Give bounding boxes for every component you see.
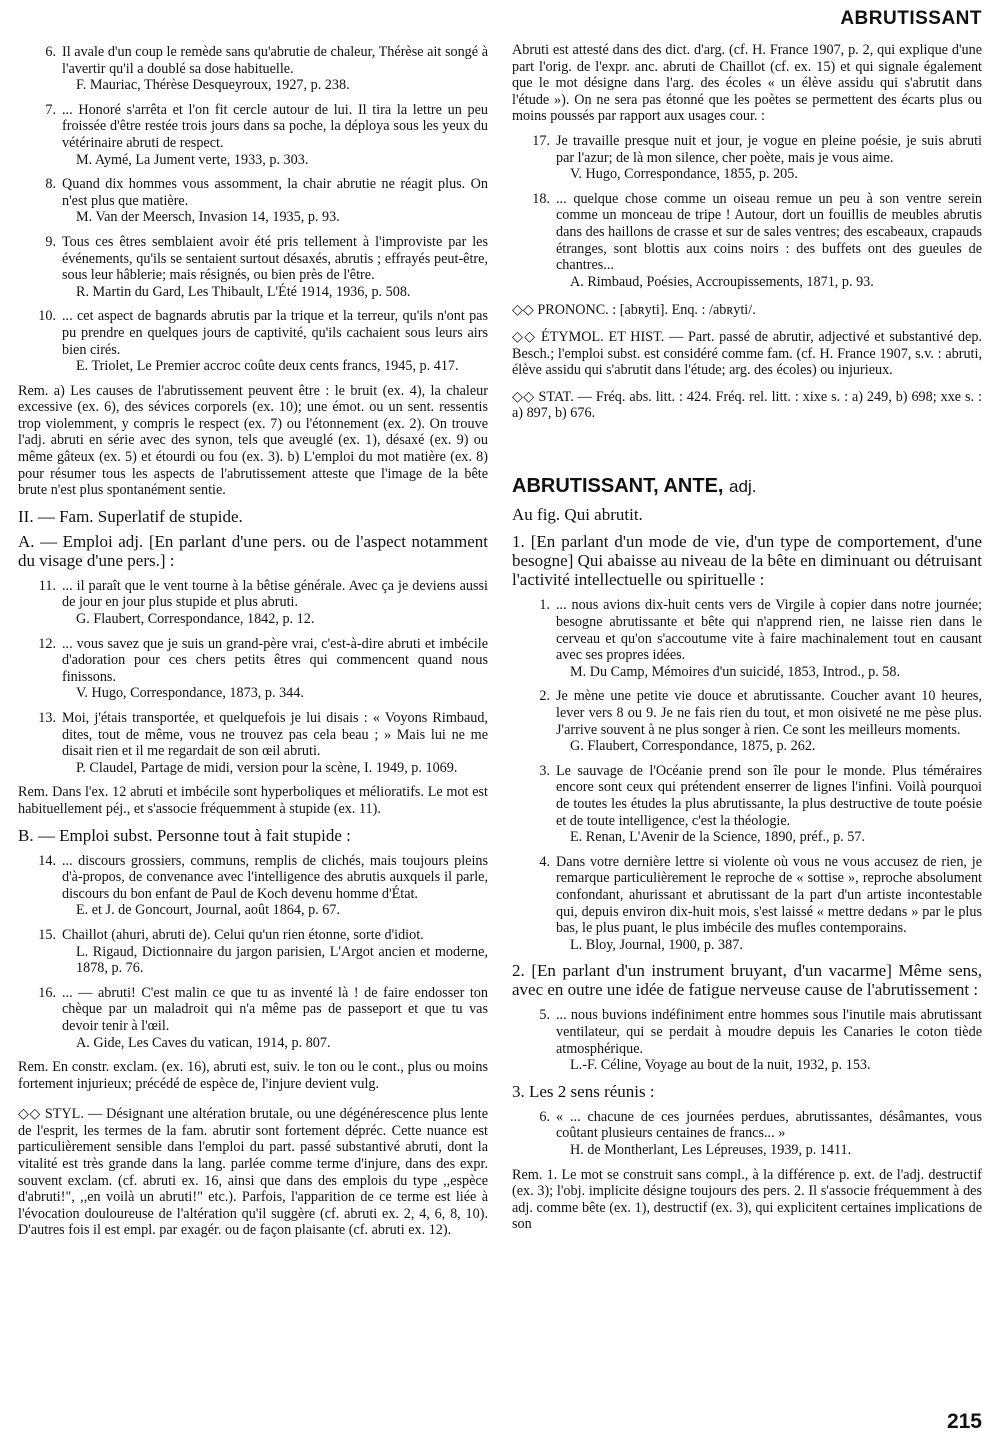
example-source: L. Bloy, Journal, 1900, p. 387.	[570, 936, 743, 953]
example-source: L. Rigaud, Dictionnaire du jargon parisien, L'Argot ancien et moderne, 1878, p. 76.	[76, 943, 488, 977]
abrutissant-example-5	[512, 1007, 982, 1073]
definition-3: 3. Les 2 sens réunis :	[512, 1081, 655, 1101]
example-number: 7.	[45, 101, 56, 118]
abrutissant-example-6	[512, 1109, 982, 1159]
example-source: A. Gide, Les Caves du vatican, 1914, p. 807.	[76, 1034, 331, 1051]
argot-note: Abruti est attesté dans des dict. d'arg. (cf. H. France 1907, p. 2, qui explique d'une part l'orig. de l'expr. anc. abruti de Chaillot (cf. ex. 15) et qui signale également que le mot désigne dans l'arg. des écoles « un élève assidu qui s'abrutit dans l'étude »). On ne sera pas étonné que les poètes se permettent des écarts plus ou moins poussés par rapport aux usages cour. :	[512, 42, 982, 125]
etymol-note: ◇◇ ÉTYMOL. ET HIST. — Part. passé de abrutir, adjectivé et substantivé dep. Besch.; l'emploi subst. est considéré comme fam. (cf. H. France 1907, s.v. : abruti, élève assidu qui s'abrutit dans l'étude; arg. des écoles) ou injurieux.	[512, 328, 982, 379]
example-text: ... discours grossiers, communs, remplis de clichés, mais toujours pleins d'à-propos, de convenance avec l'intelligence des abrutis auxquels il parle, discours du bon enfant de Paul de Koch devenu homme d'État.	[62, 852, 488, 902]
example-text: ... quelque chose comme un oiseau remue un peu à son ventre serein comme un monceau de tripe ! Autour, dort un fouillis de meubles abrutis dans des haillons de crasse et sur de sales ventres; des escabeaux, crapauds étranges, sont blottis aux coins noirs : des buffets ont des gueules de chantres...	[556, 190, 982, 274]
section-b-heading: B. — Emploi subst. Personne tout à fait stupide :	[18, 825, 351, 845]
example-text: ... nous avions dix-huit cents vers de Virgile à copier dans notre journée; besogne abrutissante et bête qui n'apprend rien, ne laisse rien dans le cerveau et qu'on s'accoutume vite à faire machinalement tout en causant avec ses propres idées.	[556, 597, 982, 664]
example-number: 2.	[539, 688, 550, 705]
definition-2: 2. [En parlant d'un instrument bruyant, d'un vacarme] Même sens, avec en outre une idée de fatigue nerveuse cause de l'abrutissement :	[512, 961, 982, 1000]
example-number: 6.	[539, 1108, 550, 1125]
example-text: Tous ces êtres semblaient avoir été pris tellement à l'improviste par les événements, qu'ils se sentaient surtout désaxés, abrutis ; effrayés peut-être, sous leur hâblerie; mais résignés, ou bien près de l'être.	[62, 233, 488, 284]
example-6	[18, 44, 488, 94]
example-number: 9.	[45, 233, 56, 250]
example-number: 12.	[38, 635, 56, 652]
abrutissant-example-2	[512, 688, 982, 754]
example-source: M. Du Camp, Mémoires d'un suicidé, 1853, Introd., p. 58.	[570, 663, 901, 680]
example-text: ... nous buvions indéfiniment entre hommes sous l'inutile mais abrutissant ventilateur, qui se perdait à moudre depuis les Canaries le coton tiède atmosphérique.	[556, 1007, 982, 1057]
abrutissant-example-1	[512, 597, 982, 680]
example-number: 1.	[539, 597, 550, 614]
example-text: Il avale d'un coup le remède sans qu'abrutie de chaleur, Thérèse ait songé à l'avertir qu'il a doublé sa dose habituelle.	[62, 44, 488, 77]
example-source: M. Van der Meersch, Invasion 14, 1935, p. 93.	[76, 209, 340, 226]
example-12	[18, 636, 488, 702]
example-number: 8.	[45, 176, 56, 193]
example-16	[18, 985, 488, 1051]
example-15	[18, 927, 488, 977]
styl-note: ◇◇ STYL. — Désignant une altération brutale, ou une dégénérescence plus lente de l'esprit, les termes de la fam. abrutir sont fortement dépréc. Cette nuance est particulièrement sensible dans l'emploi du part. passé substantivé abruti, dont la vitalité est très grande dans la lang. parlée comme terme d'injure, dans des expr. souvent exclam. (cf. abruti ex. 16, ainsi que dans des emplois du type ,,espèce d'abruti!", ,,en voilà un abruti!" etc.). Parfois, l'apparition de ce terme est liée à l'évocation douloureuse de l'altération qu'il suggère (cf. abruti ex. 2, 4, 6, 8, 10). D'autres fois il est empl. par exagér. ou de façon plaisante (cf. abruti ex. 12).	[18, 1106, 488, 1239]
prononc-note: ◇◇ PRONONC. : [abʀyti]. Enq. : /abʀyti/.	[512, 302, 756, 319]
remark-exclamative: Rem. En constr. exclam. (ex. 16), abruti est, suiv. le ton ou le cont., plus ou moins fortement injurieux; précédé de espèce de, l'injure devient vulg.	[18, 1059, 488, 1092]
example-text: « ... chacune de ces journées perdues, abrutissantes, désâmantes, vous coûtant plusieurs centaines de francs... »	[556, 1108, 982, 1142]
entry-headword: ABRUTISSANT, ANTE,	[512, 474, 724, 497]
example-source: P. Claudel, Partage de midi, version pour la scène, I. 1949, p. 1069.	[76, 759, 458, 776]
example-source: R. Martin du Gard, Les Thibault, L'Été 1914, 1936, p. 508.	[76, 283, 411, 300]
example-8	[18, 176, 488, 226]
example-11	[18, 578, 488, 628]
example-number: 14.	[38, 852, 56, 869]
example-source: E. et J. de Goncourt, Journal, août 1864, p. 67.	[76, 902, 340, 919]
example-7	[18, 102, 488, 168]
example-source: L.-F. Céline, Voyage au bout de la nuit, 1932, p. 153.	[570, 1057, 871, 1074]
example-9	[18, 234, 488, 300]
example-text: Quand dix hommes vous assomment, la chair abrutie ne réagit plus. On n'est plus que matière.	[62, 176, 488, 209]
remark-construction: Rem. 1. Le mot se construit sans compl., à la différence p. ext. de l'adj. destructif (ex. 3); l'obj. implicite désigne toujours des pers. 2. Il s'associe fréquemment à des adj. comme bête (ex. 1), destructif (ex. 3), qui explicitent certaines implications de son	[512, 1166, 982, 1233]
example-text: ... — abruti! C'est malin ce que tu as inventé là ! de faire endosser ton chèque par un maladroit qui n'a même pas de passeport et que tu vas devoir tenir à l'œil.	[62, 984, 488, 1034]
example-text: Je mène une petite vie douce et abrutissante. Coucher avant 10 heures, lever vers 8 ou 9. Je ne fais rien du tout, et mon oisiveté ne me pèse plus. J'arrive souvent à ne plus songer à rien. Ce sont les meilleurs moments.	[556, 688, 982, 738]
example-source: E. Renan, L'Avenir de la Science, 1890, préf., p. 57.	[570, 829, 866, 846]
page-number: 215	[946, 1410, 982, 1433]
example-text: ... Honoré s'arrêta et l'on fit cercle autour de lui. Il tira la lettre un peu froissée d'être restée trois jours dans sa poche, la déploya sous les yeux du vétérinaire abruti de respect.	[62, 101, 488, 151]
example-number: 18.	[532, 190, 550, 207]
remark-a-b: Rem. a) Les causes de l'abrutissement peuvent être : le bruit (ex. 4), la chaleur excessive (ex. 6), des sévices corporels (ex. 10); une émot. ou un sent. ressentis trop violemment, y compris le respect (ex. 7) ou l'étonnement (ex. 2). On trouve l'adj. abruti en série avec des synon, tels que aveuglé (ex. 1), désaxé (ex. 9) ou même gâteux (ex. 5) et étourdi ou fou (ex. 3). b) L'emploi du mot matière (ex. 8) pour résumer tous les aspects de l'abrutissement atteste que l'image de la bête brute n'est plus spontanément sentie.	[18, 382, 488, 499]
running-head: ABRUTISSANT	[840, 8, 982, 29]
example-14	[18, 853, 488, 919]
example-number: 6.	[45, 44, 56, 60]
example-text: Moi, j'étais transportée, et quelquefois je lui disais : « Voyons Rimbaud, dites, tout de même, vous ne trouvez pas cela beau ; » Mais lui ne me disait rien et il me regardait de son œil abruti.	[62, 710, 488, 760]
example-source: F. Mauriac, Thérèse Desqueyroux, 1927, p. 238.	[76, 77, 350, 94]
example-source: V. Hugo, Correspondance, 1855, p. 205.	[570, 166, 798, 183]
example-text: ... il paraît que le vent tourne à la bêtise générale. Avec ça je deviens aussi de jour en jour plus stupide et plus abruti.	[62, 577, 488, 611]
example-number: 11.	[38, 577, 56, 594]
abrutissant-example-4	[512, 854, 982, 954]
example-source: G. Flaubert, Correspondance, 1875, p. 262.	[570, 738, 816, 755]
remark-hyperbolic: Rem. Dans l'ex. 12 abruti et imbécile sont hyperboliques et mélioratifs. Le mot est habituellement péj., et s'associe fréquemment à stupide (ex. 11).	[18, 784, 488, 817]
example-13	[18, 710, 488, 776]
example-18	[512, 191, 982, 291]
example-text: Chaillot (ahuri, abruti de). Celui qu'un rien étonne, sorte d'idiot.	[62, 926, 424, 943]
entry-heading	[512, 474, 982, 497]
example-source: M. Aymé, La Jument verte, 1933, p. 303.	[76, 151, 309, 168]
example-source: V. Hugo, Correspondance, 1873, p. 344.	[76, 685, 304, 702]
example-source: E. Triolet, Le Premier accroc coûte deux cents francs, 1945, p. 417.	[76, 358, 459, 375]
stat-note: ◇◇ STAT. — Fréq. abs. litt. : 424. Fréq. rel. litt. : xixe s. : a) 249, b) 698; xxe s. : a) 897, b) 676.	[512, 388, 982, 422]
example-number: 17.	[532, 132, 550, 149]
abrutissant-example-3	[512, 763, 982, 846]
example-text: Le sauvage de l'Océanie prend son île pour le monde. Plus téméraires encore sont ceux qui prétendent enserrer de lignes l'infini. Voilà pourquoi de toutes les études la plus abrutissante, la plus destructive de toute poésie et de toute intelligence, c'est la théologie.	[556, 762, 982, 829]
example-number: 15.	[38, 926, 56, 943]
example-number: 10.	[38, 308, 56, 325]
definition-1: 1. [En parlant d'un mode de vie, d'un type de comportement, d'une besogne] Qui abaisse au niveau de la bête en diminuant ou détruisant l'activité intellectuelle ou spirituelle :	[512, 532, 982, 590]
section-a-heading: A. — Emploi adj. [En parlant d'une pers. ou de l'aspect notamment du visage d'une pers.] :	[18, 531, 488, 570]
example-number: 13.	[38, 710, 56, 726]
left-column	[18, 44, 488, 1247]
right-column	[512, 38, 982, 1241]
example-text: ... vous savez que je suis un grand-père vrai, c'est-à-dire abruti et imbécile d'adoration pour ces chers petits êtres qui commencent quand nous finissons.	[62, 635, 488, 685]
example-17	[512, 133, 982, 183]
figurative-sense: Au fig. Qui abrutit.	[512, 505, 643, 525]
example-source: A. Rimbaud, Poésies, Accroupissements, 1871, p. 93.	[570, 273, 874, 290]
example-10	[18, 308, 488, 374]
example-number: 4.	[539, 853, 550, 870]
example-source: H. de Montherlant, Les Lépreuses, 1939, p. 1411.	[570, 1141, 852, 1158]
example-text: Je travaille presque nuit et jour, je vogue en pleine poésie, je suis abruti par l'azur; de là mon silence, cher poète, mais je vous aime.	[556, 132, 982, 166]
example-source: G. Flaubert, Correspondance, 1842, p. 12.	[76, 611, 315, 628]
example-text: Dans votre dernière lettre si violente où vous ne vous accusez de rien, je remarque particulièrement le reproche de « sottise », reproche absolument confondant, ahurissant et abrutissant de la part d'un artiste incontestable qui, depuis environ dix-huit mois, s'est laissé « mettre dedans » par le plus bas, le plus puant, le plus imbécile des mufles contemporains.	[556, 853, 982, 937]
example-number: 3.	[539, 762, 550, 779]
entry-part-of-speech: adj.	[729, 476, 757, 496]
example-number: 16.	[38, 984, 56, 1001]
section-ii-heading: II. — Fam. Superlatif de stupide.	[18, 506, 243, 526]
example-text: ... cet aspect de bagnards abrutis par la trique et la terreur, qu'ils n'ont pas pu prendre en quelques jours de captivité, qu'ils cachaient sous leurs airs bien cirés.	[62, 308, 488, 358]
example-number: 5.	[539, 1007, 550, 1024]
